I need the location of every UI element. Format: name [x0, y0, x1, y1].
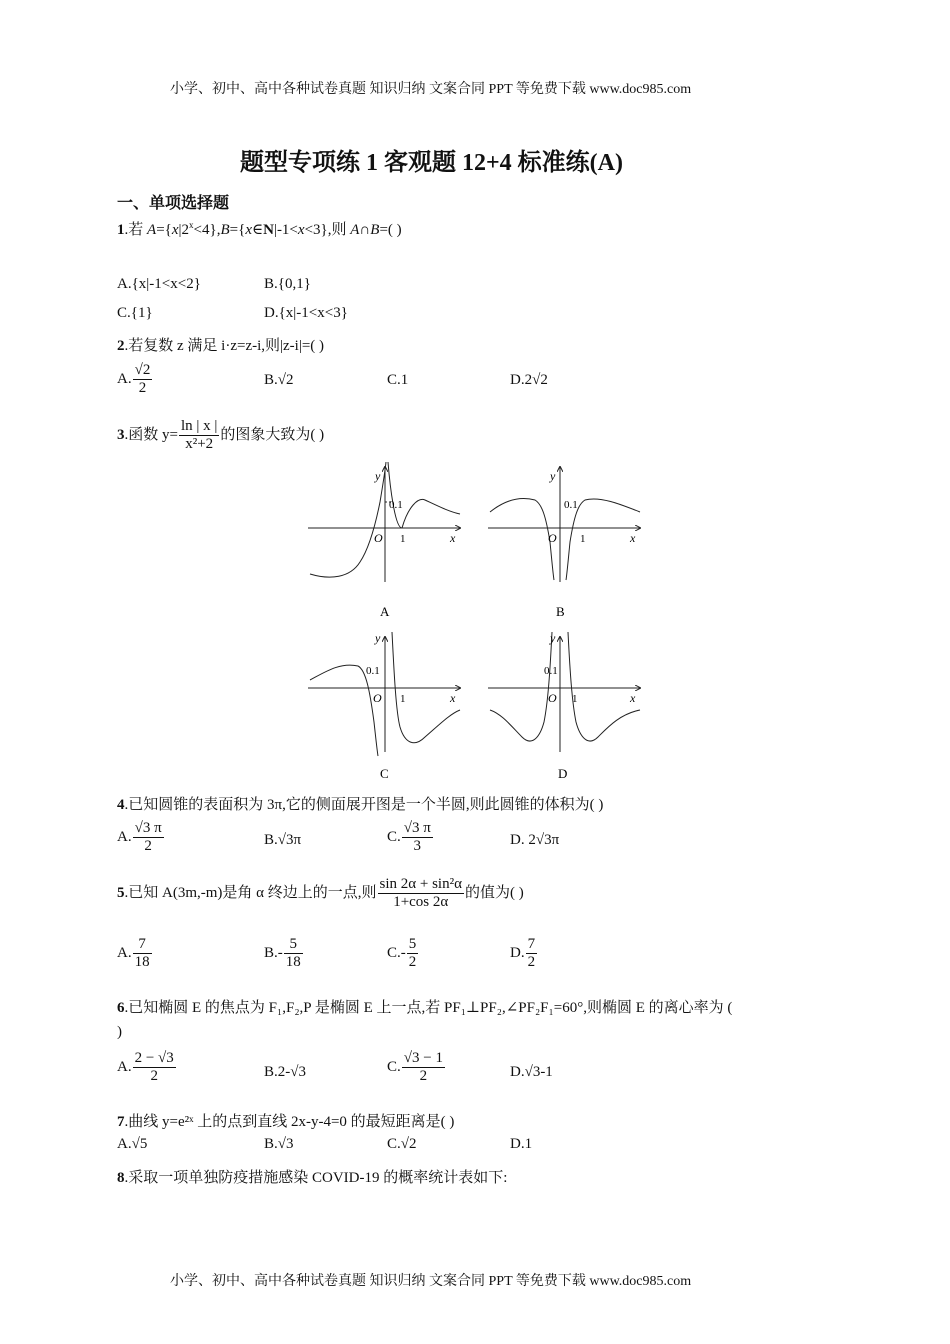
q4-option-c[interactable]: C. $\frac{√3 \pi}{3}$	[387, 820, 431, 855]
q2-option-b[interactable]: B.√2	[264, 372, 294, 388]
svg-text:B: B	[556, 604, 565, 619]
svg-text:x: x	[450, 691, 456, 705]
q6-option-d[interactable]: D.√3-1	[510, 1064, 553, 1080]
graph-a[interactable]	[308, 462, 460, 619]
page-title: 题型专项练 1 客观题 12+4 标准练(A)	[240, 150, 623, 176]
q7-option-b[interactable]: B.√3	[264, 1136, 294, 1152]
svg-text:O: O	[373, 691, 382, 705]
svg-text:x: x	[630, 531, 636, 545]
question-3-stem: 3.函数 y= $\frac{\ln | x |}{\text{x²+2}}$ 的图象大致为( )	[117, 418, 325, 453]
question-1-stem: 1.若 $A=\{x|2^x<4\},B=\{x\in N|-1<x<3\}$,则 A∩B=( )	[117, 220, 402, 238]
svg-text:0.1: 0.1	[389, 499, 403, 511]
q5-option-c[interactable]: C.- $\frac{5}{2}$	[387, 936, 417, 971]
q4-option-a[interactable]: A. $\frac{√3 \pi}{2}$	[117, 820, 162, 855]
section-heading: 一、单项选择题	[117, 195, 230, 212]
q7-option-c[interactable]: C.√2	[387, 1136, 417, 1152]
svg-text:0.1: 0.1	[564, 499, 578, 511]
svg-text:D: D	[558, 766, 568, 781]
svg-text:A: A	[380, 604, 390, 619]
q5-option-d[interactable]: D. $\frac{7}{2}$	[510, 936, 536, 971]
q4-option-b[interactable]: B.√3π	[264, 832, 302, 848]
graph-b[interactable]	[488, 467, 640, 619]
q4-option-d[interactable]: D. 2√3π	[510, 832, 560, 848]
question-8-stem: 8.采取一项单独防疫措施感染 COVID-19 的概率统计表如下:	[117, 1170, 508, 1186]
q3-graph-options	[300, 462, 650, 782]
graph-c[interactable]	[308, 631, 460, 781]
question-2-stem: 2.若复数 z 满足 i·z=z-i,则|z-i|=( )	[117, 338, 325, 354]
svg-text:y: y	[550, 631, 556, 645]
question-5-stem: 5.已知 A(3m,-m)是角 α 终边上的一点,则 $\frac{\text{sin 2α + sin²α}}{1+\cos 2\alpha}$ 的值为( )	[117, 876, 524, 911]
graph-d[interactable]	[488, 631, 640, 781]
page-header: 小学、初中、高中各种试卷真题 知识归纳 文案合同 PPT 等免费下载 www.doc985.com	[170, 82, 692, 97]
question-7-stem: 7.曲线 y=e²ˣ 上的点到直线 2x-y-4=0 的最短距离是( )	[117, 1114, 455, 1130]
page-footer: 小学、初中、高中各种试卷真题 知识归纳 文案合同 PPT 等免费下载 www.doc985.com	[170, 1274, 692, 1289]
svg-text:y: y	[550, 469, 556, 483]
q7-option-a[interactable]: A.√5	[117, 1136, 148, 1152]
svg-text:y: y	[375, 469, 381, 483]
q5-option-a[interactable]: A. $\frac{7}{18}$	[117, 936, 150, 971]
svg-text:y: y	[375, 631, 381, 645]
svg-text:C: C	[380, 766, 389, 781]
q1-option-b[interactable]: B.{0,1}	[264, 276, 311, 292]
q6-option-a[interactable]: A. $\frac{2 - √3}{2}$	[117, 1050, 174, 1085]
svg-text:O: O	[548, 531, 557, 545]
q1-option-a[interactable]: A.{x|-1<x<2}	[117, 276, 201, 292]
svg-text:x: x	[450, 531, 456, 545]
question-4-stem: 4.已知圆锥的表面积为 3π,它的侧面展开图是一个半圆,则此圆锥的体积为( )	[117, 797, 604, 813]
svg-text:0.1: 0.1	[366, 665, 380, 677]
q2-option-c[interactable]: C.1	[387, 372, 409, 388]
svg-text:O: O	[374, 531, 383, 545]
q2-option-a[interactable]: A. $\frac{√2}{2}$	[117, 362, 151, 397]
q5-option-b[interactable]: B.- $\frac{5}{18}$	[264, 936, 301, 971]
q2-option-d[interactable]: D.2√2	[510, 372, 548, 388]
svg-text:x: x	[630, 691, 636, 705]
q7-option-d[interactable]: D.1	[510, 1136, 533, 1152]
question-6-stem-cont: )	[117, 1024, 122, 1040]
svg-text:1: 1	[400, 693, 406, 705]
svg-text:0.1: 0.1	[544, 665, 558, 677]
q1-option-d[interactable]: D.{x|-1<x<3}	[264, 305, 348, 321]
svg-text:1: 1	[580, 533, 586, 545]
question-6-stem: 6.已知椭圆 E 的焦点为 F₁,F₂,P 是椭圆 E 上一点,若 PF₁⊥PF₂,∠PF₂F₁=60°,则椭圆 E 的离心率为 (	[117, 1000, 733, 1016]
svg-text:O: O	[548, 691, 557, 705]
svg-text:1: 1	[572, 693, 578, 705]
q6-option-c[interactable]: C. $\frac{√3 - 1}{2}$	[387, 1050, 443, 1085]
q6-option-b[interactable]: B.2-√3	[264, 1064, 306, 1080]
svg-text:1: 1	[400, 533, 406, 545]
q1-option-c[interactable]: C.{1}	[117, 305, 153, 321]
